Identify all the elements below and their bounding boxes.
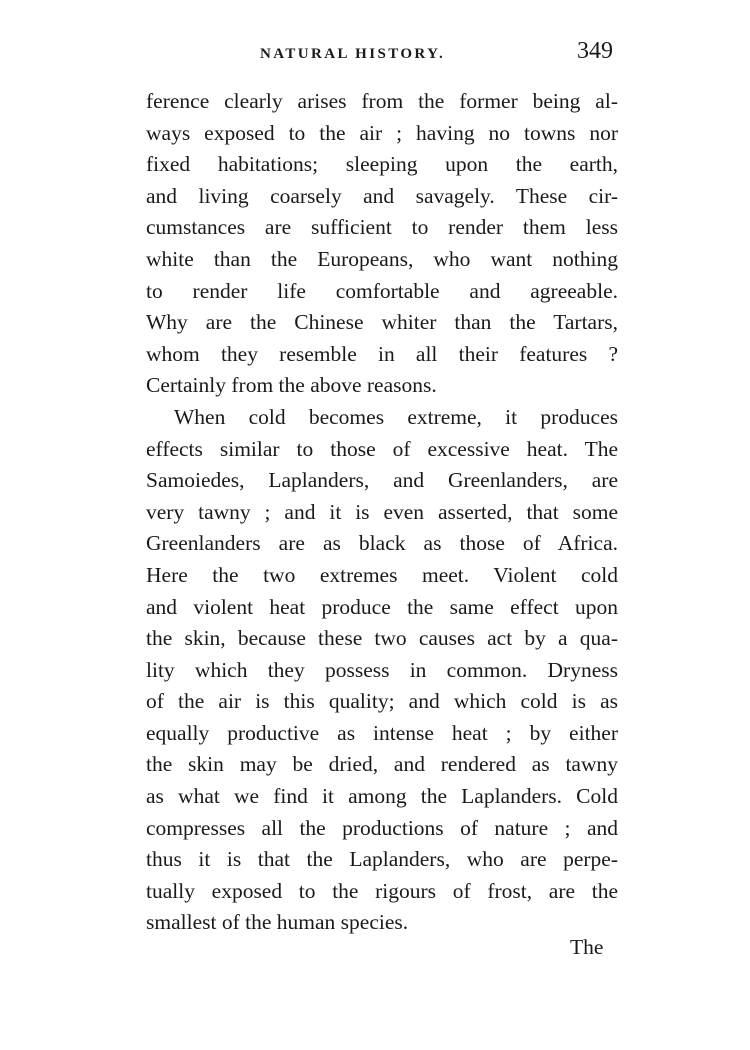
text-line: Here the two extremes meet. Violent cold [146,562,618,587]
text-line: white than the Europeans, who want nothing [146,246,618,271]
text-line: Greenlanders are as black as those of Africa. [146,531,618,556]
text-line: and living coarsely and savagely. These cir- [146,183,618,208]
text-line: When cold becomes extreme, it produces [174,404,618,429]
text-line: cumstances are sufficient to render them less [146,215,618,240]
text-line: Why are the Chinese whiter than the Tartars, [146,310,618,335]
page-number: 349 [577,38,613,64]
text-line: compresses all the productions of nature ; and [146,815,618,840]
text-line: tually exposed to the rigours of frost, are the [146,878,618,903]
text-line: whom they resemble in all their features ? [146,341,618,366]
text-line: as what we find it among the Laplanders. Cold [146,784,618,809]
text-line: and violent heat produce the same effect upon [146,594,618,619]
running-title: NATURAL HISTORY. [260,46,446,62]
text-line: effects similar to those of excessive heat. The [146,436,618,461]
text-line: Samoiedes, Laplanders, and Greenlanders, are [146,468,618,493]
text-line: ways exposed to the air ; having no towns nor [146,120,618,145]
text-line: Certainly from the above reasons. [146,373,437,398]
catchword: The [570,935,604,959]
text-line: to render life comfortable and agreeable. [146,278,618,303]
text-line: lity which they possess in common. Dryness [146,657,618,682]
text-line: the skin, because these two causes act by a qua- [146,626,618,651]
body-text [146,86,618,939]
text-line: thus it is that the Laplanders, who are perpe- [146,847,618,872]
text-line: fixed habitations; sleeping upon the earth, [146,152,618,177]
text-line: the skin may be dried, and rendered as tawny [146,752,618,777]
text-line: equally productive as intense heat ; by either [146,720,618,745]
text-line: smallest of the human species. [146,910,409,935]
text-line: of the air is this quality; and which cold is as [146,689,618,714]
text-line: ference clearly arises from the former being al- [146,89,618,113]
text-line: very tawny ; and it is even asserted, that some [146,499,618,524]
